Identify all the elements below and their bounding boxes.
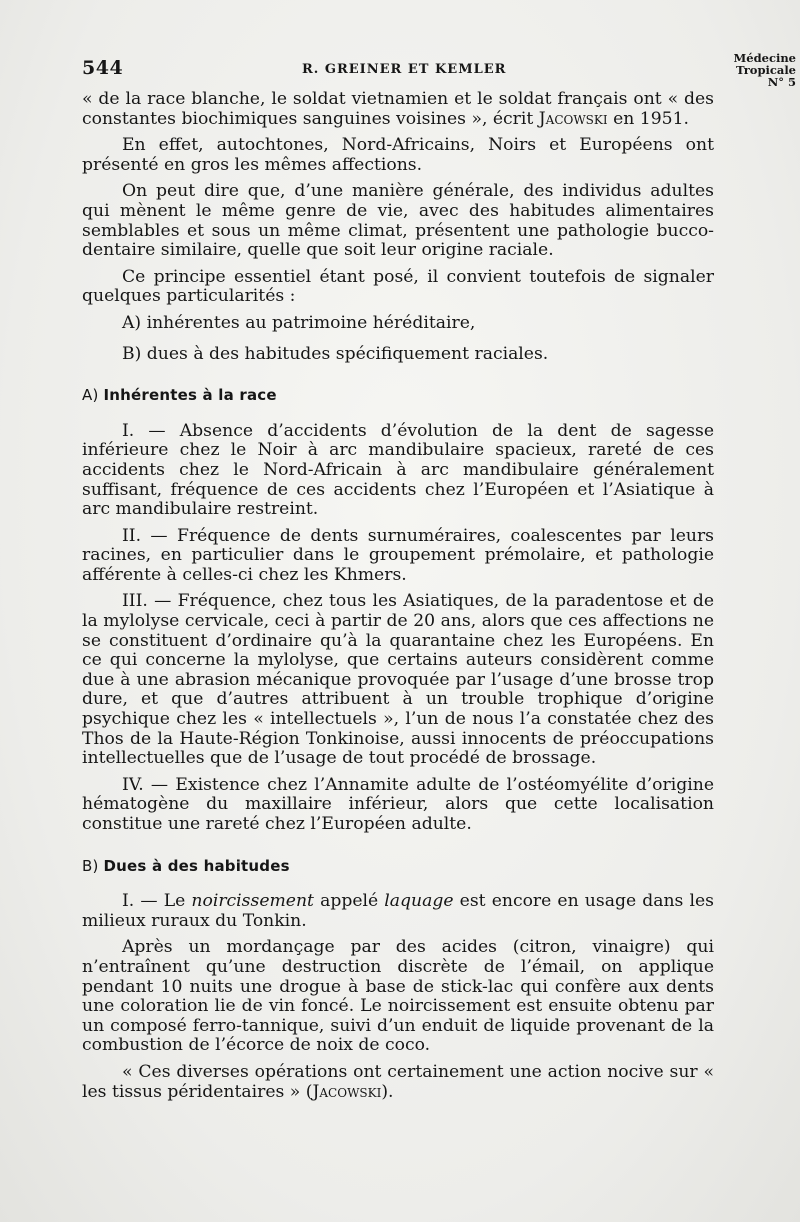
section-b-item-1: I. — Le noircissement appelé laquage est encore en usage dans les milieux ruraux du Tonkin.: [82, 891, 714, 931]
paragraph: En effet, autochtones, Nord-Africains, Noirs et Européens ont présenté en gros les mêmes affections.: [82, 135, 714, 175]
paragraph-quote-continuation: « de la race blanche, le soldat vietnamien et le soldat français ont « des constantes biochimiques sanguines voisines », écrit Jacowski en 1951.: [82, 89, 714, 129]
section-a-item-4: IV. — Existence chez l’Annamite adulte de l’ostéomyélite d’origine hématogène du maxillaire inférieur, alors que cette localisation constitue une rareté chez l’Européen adulte.: [82, 774, 714, 834]
list-item: A) inhérentes au patrimoine héréditaire,: [122, 312, 476, 333]
running-head: R. GREINER ET KEMLER: [302, 62, 507, 77]
section-a-item-2: II. — Fréquence de dents surnuméraires, coalescentes par leurs racines, en particulier dans le groupement prémolaire, et pathologie afférente à celles-ci chez les Khmers.: [82, 525, 714, 585]
section-a-item-3: III. — Fréquence, chez tous les Asiatiques, de la paradentose et de la mylolyse cervicale, ceci à partir de 20 ans, alors que ces affections ne se constituent d’ordinaire qu’à la quarantaine chez les Européens. En ce qui concerne la mylolyse, que certains auteurs considèrent comme due à une abrasion mécanique provoquée par l’usage d’une brosse trop dure, et que d’autres attribuent à un trouble trophique d’origine psychique chez les « intellectuels », l’un de nous l’a constatée chez des Thos de la Haute-Région Tonkinoise, aussi innocents de préoccupations intellectuelles que de l’usage de tout procédé de brossage.: [82, 591, 714, 769]
journal-line-2: Tropicale: [736, 63, 796, 77]
section-heading-b: B) Dues à des habitudes: [82, 856, 290, 875]
article-body: [82, 90, 714, 1109]
paragraph: Après un mordançage par des acides (citron, vinaigre) qui n’entraînent qu’une destruction discrète de l’émail, on applique pendant 10 nuits une drogue à base de stick-lac qui confère aux dents une coloration lie de vin foncé. Le noircissement est ensuite obtenu par un composé ferro-tannique, suivi d’un enduit de liquide provenant de la combustion de l’écorce de noix de coco.: [82, 937, 714, 1056]
paragraph: Ce principe essentiel étant posé, il convient toutefois de signaler quelques particularités :: [82, 266, 714, 307]
section-a-item-1: I. — Absence d’accidents d’évolution de la dent de sagesse inférieure chez le Noir à arc mandibulaire spacieux, rareté de ces accidents chez le Nord-Africain à arc mandibulaire généralement suffisant, fréquence de ces accidents chez l’Européen et l’Asiatique à arc mandibulaire restreint.: [82, 420, 714, 520]
author-name: Jacowski: [312, 1081, 382, 1102]
journal-line-1: Médecine: [733, 51, 796, 65]
section-heading-a: A) Inhérentes à la race: [82, 386, 277, 405]
journal-name: [716, 52, 796, 88]
author-name: Jacowski: [538, 108, 608, 129]
journal-issue: N° 5: [767, 75, 796, 89]
paragraph-quote: « Ces diverses opérations ont certainement une action nocive sur « les tissus péridentaires » (Jacowski).: [82, 1061, 714, 1102]
paragraph: On peut dire que, d’une manière générale, des individus adultes qui mènent le même genre de vie, avec des habitudes alimentaires semblables et sous un même climat, présentent une pathologie bucco-dentaire similaire, quelle que soit leur origine raciale.: [82, 181, 714, 261]
list-item: B) dues à des habitudes spécifiquement raciales.: [122, 343, 549, 364]
page-header: [0, 0, 800, 100]
page-number: 544: [82, 57, 124, 79]
